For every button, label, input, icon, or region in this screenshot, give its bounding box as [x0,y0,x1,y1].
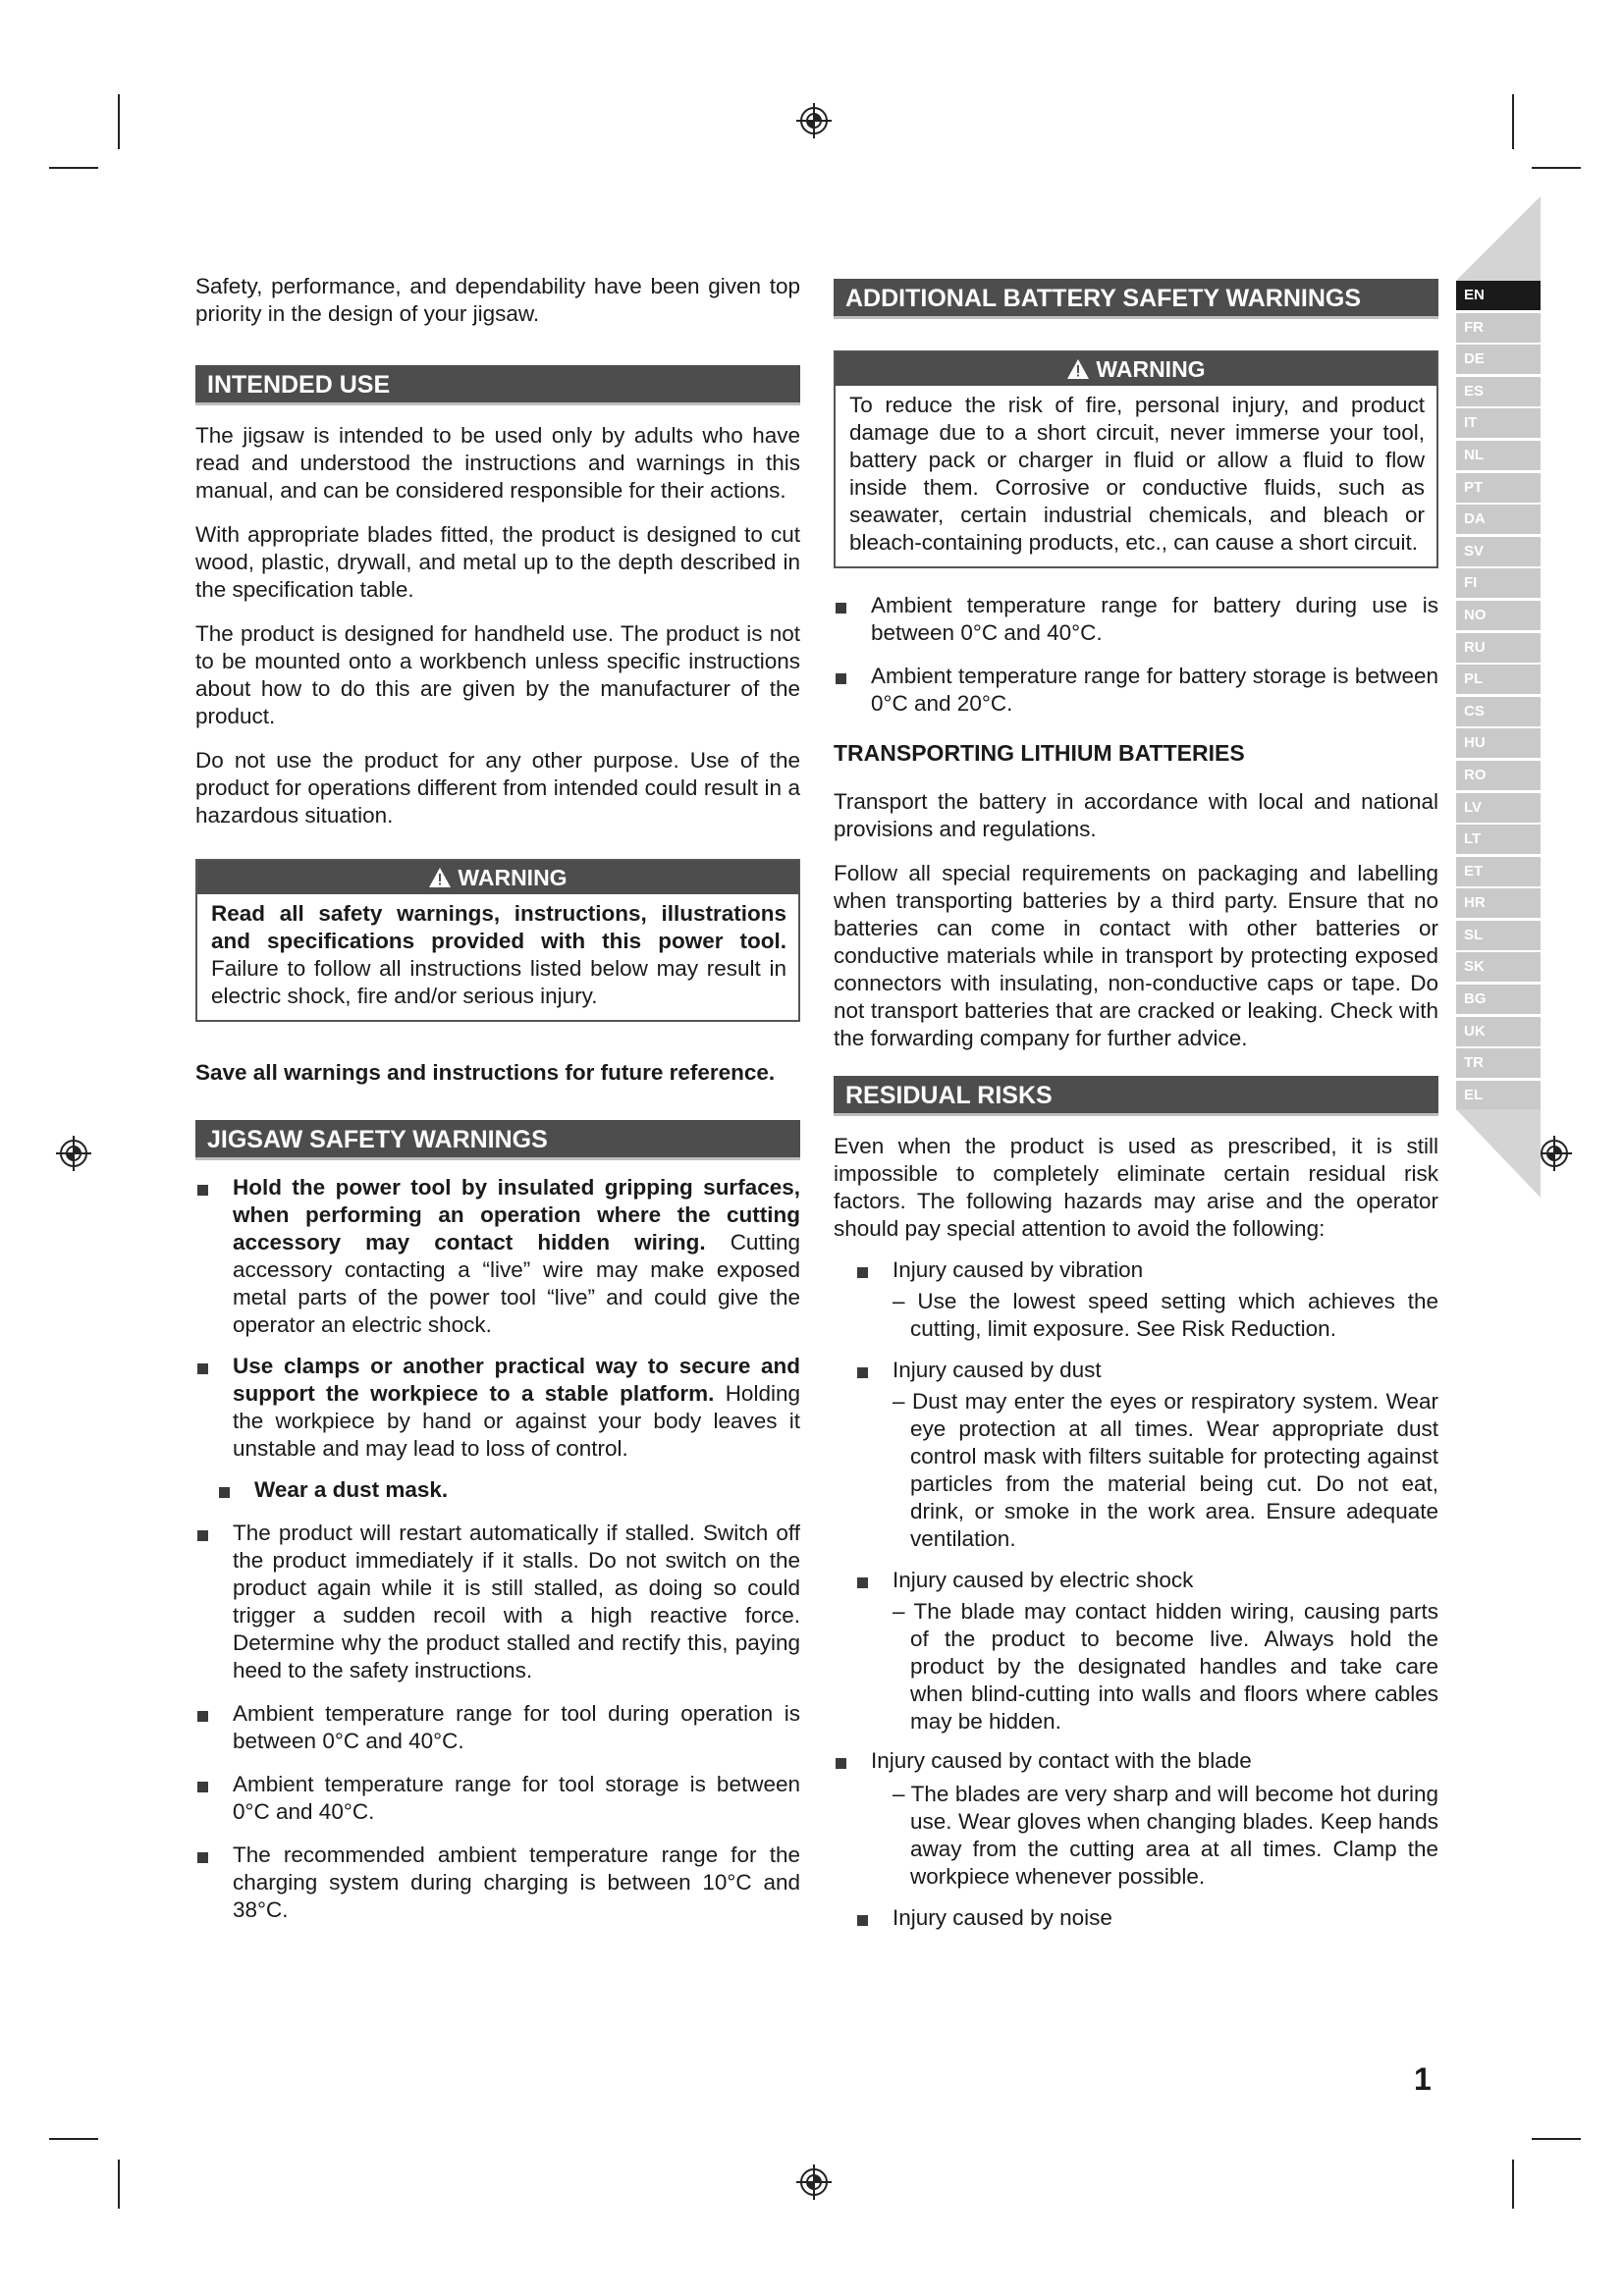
risk-detail: – Dust may enter the eyes or respiratory system. Wear eye protection at all times. Wear appropriate dust control mask with filters suitable for protecting against particles from the material being cut. Do not eat, drink, or smoke in the work area. Ensure adequate ventilation. [893,1389,1438,1551]
warning-title: WARNING [1096,356,1206,382]
registration-mark-icon [795,102,833,139]
language-tab-es[interactable]: ES [1456,377,1541,406]
section-heading-residual: RESIDUAL RISKS [834,1076,1438,1116]
transport-paragraph: Transport the battery in accordance with local and national provisions and regulations. [834,789,1438,841]
language-tab-ro[interactable]: RO [1456,761,1541,790]
risk-detail: – The blade may contact hidden wiring, causing parts of the product to become live. Always hold the product by the designated handles and take care when blind-cutting into walls and floors where cables may be hidden. [893,1599,1438,1734]
save-note: Save all warnings and instructions for future reference. [195,1060,776,1085]
residual-list [834,1567,1438,1594]
language-tab-de[interactable]: DE [1456,345,1541,374]
battery-list [834,592,1438,718]
left-column [195,273,800,1924]
language-tab-lv[interactable]: LV [1456,793,1541,823]
risk-detail: – Use the lowest speed setting which achieves the cutting, limit exposure. See Risk Reduction. [893,1289,1438,1341]
language-tab-pt[interactable]: PT [1456,473,1541,503]
crop-mark [49,2138,98,2140]
list-item: The product will restart automatically if stalled. Switch off the product immediately if it stalls. Do not switch on the product again while it is still stalled, as doing so could trigger a sudden recoil with a high reactive force. Determine why the product stalled and rectify this, paying heed to the safety instructions. [195,1520,800,1684]
right-column [834,279,1438,1932]
residual-list [834,1904,1438,1932]
language-tab-sv[interactable]: SV [1456,537,1541,566]
list-item: Injury caused by noise [834,1904,1438,1932]
section-heading-jigsaw-safety: JIGSAW SAFETY WARNINGS [195,1120,800,1160]
residual-list [834,1256,1438,1284]
warning-text: Failure to follow all instructions listed below may result in electric shock, fire and/or serious injury. [211,956,786,1008]
language-tab-sk[interactable]: SK [1456,952,1541,982]
warning-bold-text: Read all safety warnings, instructions, illustrations and specifications provided with this power tool. [211,901,786,953]
list-item: Ambient temperature range for tool storage is between 0°C and 40°C. [195,1771,800,1826]
list-item: Ambient temperature range for battery storage is between 0°C and 20°C. [834,663,1438,718]
warning-header [836,352,1436,386]
warning-title: WARNING [458,865,568,890]
list-item: Wear a dust mask. [195,1476,800,1504]
list-item: Use clamps or another practical way to secure and support the workpiece to a stable platform. Holding the workpiece by hand or against your body leaves it unstable and may lead to loss of control. [195,1353,800,1463]
warning-body [197,894,798,1020]
list-item: Injury caused by dust [834,1357,1438,1384]
transport-heading: TRANSPORTING LITHIUM BATTERIES [834,740,1245,766]
jigsaw-safety-list-cont [195,1520,800,1924]
language-tab-en[interactable]: EN [1456,281,1541,310]
intended-use-paragraph: Do not use the product for any other purpose. Use of the product for operations different from intended could result in a hazardous situation. [195,748,800,828]
language-tab-hu[interactable]: HU [1456,728,1541,758]
language-tab-no[interactable]: NO [1456,601,1541,630]
warning-triangle-icon [428,867,452,888]
language-tab-it[interactable]: IT [1456,408,1541,438]
crop-mark [1532,167,1581,169]
warning-box [195,859,800,1022]
registration-mark-icon [795,2163,833,2201]
page-number: 1 [1414,2061,1432,2097]
language-tab-tr[interactable]: TR [1456,1048,1541,1078]
residual-list [834,1357,1438,1384]
warning-triangle-icon [1066,358,1090,380]
intro-text: Safety, performance, and dependability have been given top priority in the design of your jigsaw. [195,274,800,326]
warning-header [197,861,798,894]
crop-mark [1512,2160,1514,2209]
warning-body [836,386,1436,566]
tab-strip-decoration [1456,1109,1541,1198]
crop-mark [1532,2138,1581,2140]
jigsaw-safety-sublist [195,1476,800,1504]
list-item: Hold the power tool by insulated gripping surfaces, when performing an operation where the cutting accessory may contact hidden wiring. Cutting accessory contacting a “live” wire may make exposed metal parts of the power tool “live” and could give the operator an electric shock. [195,1174,800,1339]
language-tab-cs[interactable]: CS [1456,697,1541,726]
language-tab-ru[interactable]: RU [1456,633,1541,663]
jigsaw-safety-list [195,1174,800,1463]
language-tab-et[interactable]: ET [1456,857,1541,886]
intended-use-paragraph: The product is designed for handheld use. The product is not to be mounted onto a workbench unless specific instructions about how to do this are given by the manufacturer of the product. [195,621,800,728]
language-tab-hr[interactable]: HR [1456,888,1541,918]
list-item: Injury caused by electric shock [834,1567,1438,1594]
language-tab-fi[interactable]: FI [1456,568,1541,598]
list-item: Ambient temperature range for tool during operation is between 0°C and 40°C. [195,1700,800,1755]
language-tab-nl[interactable]: NL [1456,441,1541,470]
crop-mark [118,2160,120,2209]
risk-detail: – The blades are very sharp and will become hot during use. Wear gloves when changing blades. Keep hands away from the cutting area at all times. Clamp the workpiece whenever possible. [893,1782,1438,1889]
language-tab-da[interactable]: DA [1456,505,1541,534]
registration-mark-icon [55,1135,92,1172]
crop-mark [49,167,98,169]
residual-intro: Even when the product is used as prescribed, it is still impossible to completely eliminate certain residual risk factors. The following hazards may arise and the operator should pay special attention to avoid the following: [834,1134,1438,1241]
language-tab-lt[interactable]: LT [1456,825,1541,854]
crop-mark [1512,94,1514,149]
residual-list [834,1747,1438,1775]
language-tab-uk[interactable]: UK [1456,1017,1541,1046]
battery-warning-box [834,350,1438,568]
list-item: Ambient temperature range for battery during use is between 0°C and 40°C. [834,592,1438,647]
list-item: Injury caused by vibration [834,1256,1438,1284]
registration-mark-icon [1536,1135,1573,1172]
language-tab-bg[interactable]: BG [1456,985,1541,1014]
language-tab-pl[interactable]: PL [1456,665,1541,694]
intended-use-paragraph: With appropriate blades fitted, the product is designed to cut wood, plastic, drywall, and metal up to the depth described in the specification table. [195,522,800,602]
section-heading-intended-use: INTENDED USE [195,365,800,405]
list-item: The recommended ambient temperature range for the charging system during charging is between 10°C and 38°C. [195,1842,800,1924]
tab-strip-decoration [1456,196,1541,281]
language-tab-fr[interactable]: FR [1456,313,1541,343]
battery-warning-text: To reduce the risk of fire, personal injury, and product damage due to a short circuit, never immerse your tool, battery pack or charger in fluid or allow a fluid to flow inside them. Corrosive or conductive fluids, such as seawater, certain industrial chemicals, and bleach or bleach-containing products, etc., can cause a short circuit. [849,393,1425,555]
section-heading-battery: ADDITIONAL BATTERY SAFETY WARNINGS [834,279,1438,319]
crop-mark [118,94,120,149]
list-item: Injury caused by contact with the blade [834,1747,1438,1775]
language-tabs [1456,281,1541,1112]
language-tab-sl[interactable]: SL [1456,921,1541,950]
language-tab-el[interactable]: EL [1456,1081,1541,1110]
intended-use-paragraph: The jigsaw is intended to be used only by adults who have read and understood the instructions and warnings in this manual, and can be considered responsible for their actions. [195,423,800,503]
transport-paragraph: Follow all special requirements on packaging and labelling when transporting batteries by a third party. Ensure that no batteries can come in contact with other batteries or conductive materials while in transport by protecting exposed connectors with insulating, non-conductive caps or tape. Do not transport batteries that are cracked or leaking. Check with the forwarding company for further advice. [834,861,1438,1050]
